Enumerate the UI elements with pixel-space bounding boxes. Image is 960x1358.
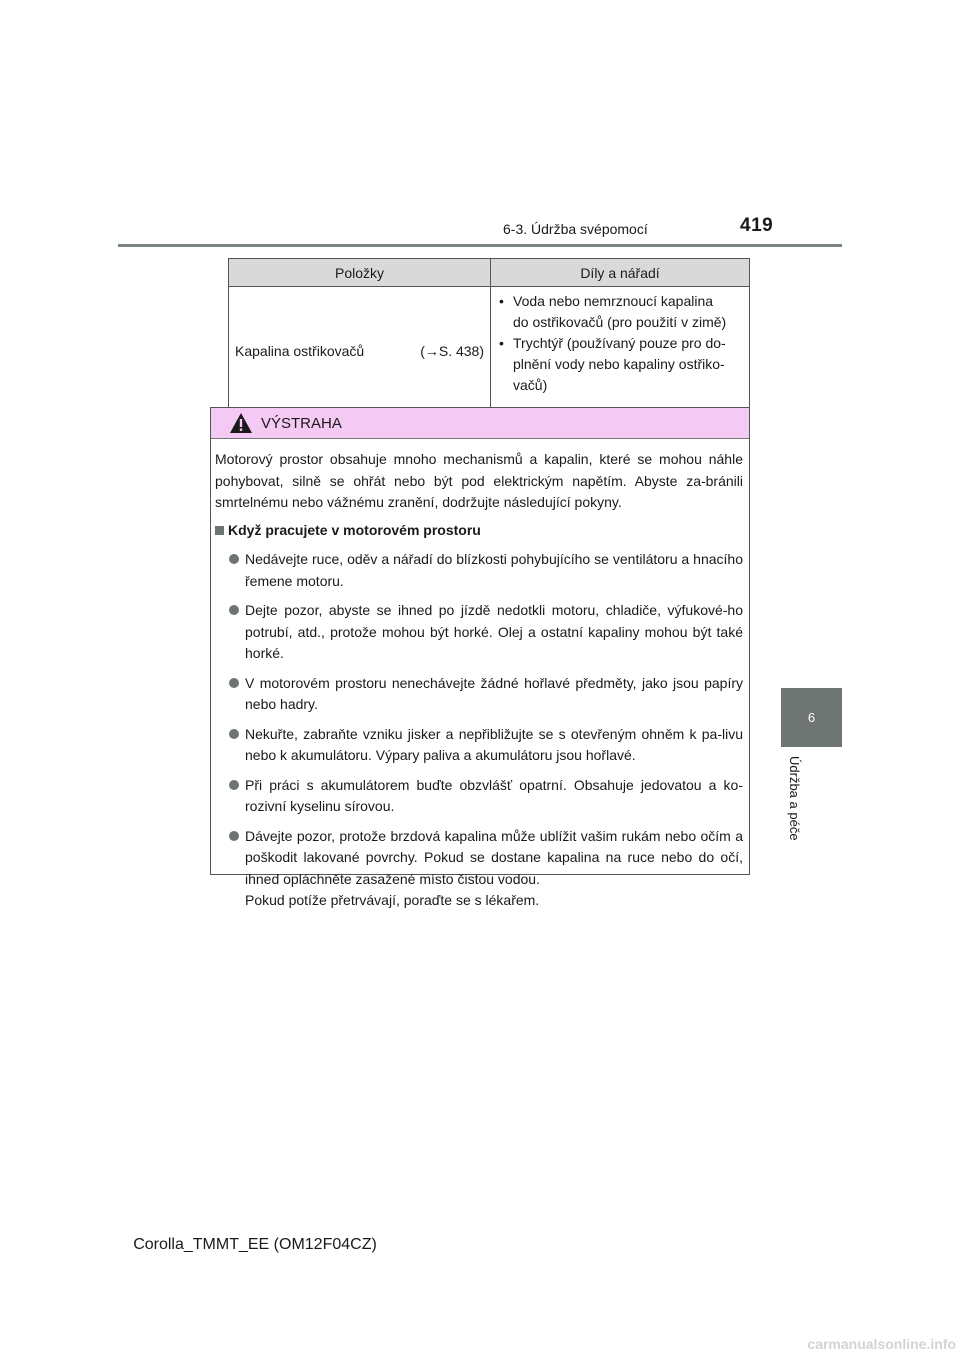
chapter-label: Údržba a péče: [787, 756, 802, 841]
bullet-icon: [229, 780, 239, 790]
page-number: 419: [740, 215, 774, 236]
warning-box: [210, 407, 750, 908]
list-item: Nekuřte, zabraňte vzniku jisker a nepřibližujte se s otevřeným ohněm k pa-livu nebo k akumulátoru. Výpary paliva a akumulátoru jsou hořlavé.: [229, 724, 743, 767]
parts-table: [228, 258, 750, 416]
footer-model-code: Corolla_TMMT_EE (OM12F04CZ): [133, 1236, 377, 1253]
page-reference: (→S. 438): [420, 343, 484, 359]
item-name: Kapalina ostřikovačů: [235, 343, 365, 359]
chapter-tab: [781, 688, 842, 747]
table-header-row: [229, 259, 750, 287]
warning-intro: Motorový prostor obsahuje mnoho mechanismů a kapalin, které se mohou náhle pohybovat, silně se ohřát nebo být pod elektrickým napětím. Abyste za-bránili smrtelnému nebo vážnému zranění, dodržujte následující pokyny.: [215, 451, 743, 510]
warning-title: VÝSTRAHA: [261, 414, 342, 432]
warning-subheading: Když pracujete v motorovém prostoru: [215, 520, 743, 542]
list-item: Nedávejte ruce, oděv a nářadí do blízkosti pohybujícího se ventilátoru a hnacího řemene motoru.: [229, 549, 743, 592]
list-item: V motorovém prostoru nenechávejte žádné hořlavé předměty, jako jsou papíry nebo hadry.: [229, 673, 743, 716]
tools-cell: • Voda nebo nemrznoucí kapalina do ostřikovačů (pro použití v zimě) • Trychtýř (používaný pouze pro do- plnění vody nebo kapaliny ostřiko- vačů): [491, 287, 750, 416]
watermark: carmanualsonline.info: [807, 1336, 956, 1352]
bullet-icon: [229, 605, 239, 615]
warning-triangle-icon: [229, 412, 253, 434]
bullet-icon: [229, 678, 239, 688]
list-item: Dejte pozor, abyste se ihned po jízdě nedotkli motoru, chladiče, výfukové-ho potrubí, atd., protože mohou být horké. Olej a ostatní kapaliny mohou být také horké.: [229, 600, 743, 665]
chapter-number: 6: [807, 710, 816, 725]
square-bullet-icon: [215, 526, 224, 535]
column-header-parts: Díly a nářadí: [491, 259, 750, 287]
bullet-icon: [229, 554, 239, 564]
warning-header: [211, 408, 749, 439]
column-header-items: Položky: [229, 259, 491, 287]
bullet-icon: [229, 729, 239, 739]
table-row: [229, 287, 750, 416]
list-item: • Voda nebo nemrznoucí kapalina: [499, 293, 714, 309]
list-item: Dávejte pozor, protože brzdová kapalina může ublížit vašim rukám nebo očím a poškodit lakované povrchy. Pokud se dostane kapalina na ruce nebo do očí, ihned opláchněte zasažené místo čistou vodou. Pokud potíže přetrvávají, poraďte se s lékařem.: [229, 826, 743, 912]
warning-last-line: Pokud potíže přetrvávají, poraďte se s lékařem.: [245, 892, 540, 908]
bullet-icon: [229, 831, 239, 841]
item-cell: [229, 287, 491, 416]
header-divider: [118, 244, 842, 247]
list-item: Při práci s akumulátorem buďte obzvlášť opatrní. Obsahuje jedovatou a ko-rozivní kyselinu sírovou.: [229, 775, 743, 818]
section-title: 6-3. Údržba svépomocí: [503, 221, 648, 237]
list-item: • Trychtýř (používaný pouze pro do-: [499, 335, 726, 351]
